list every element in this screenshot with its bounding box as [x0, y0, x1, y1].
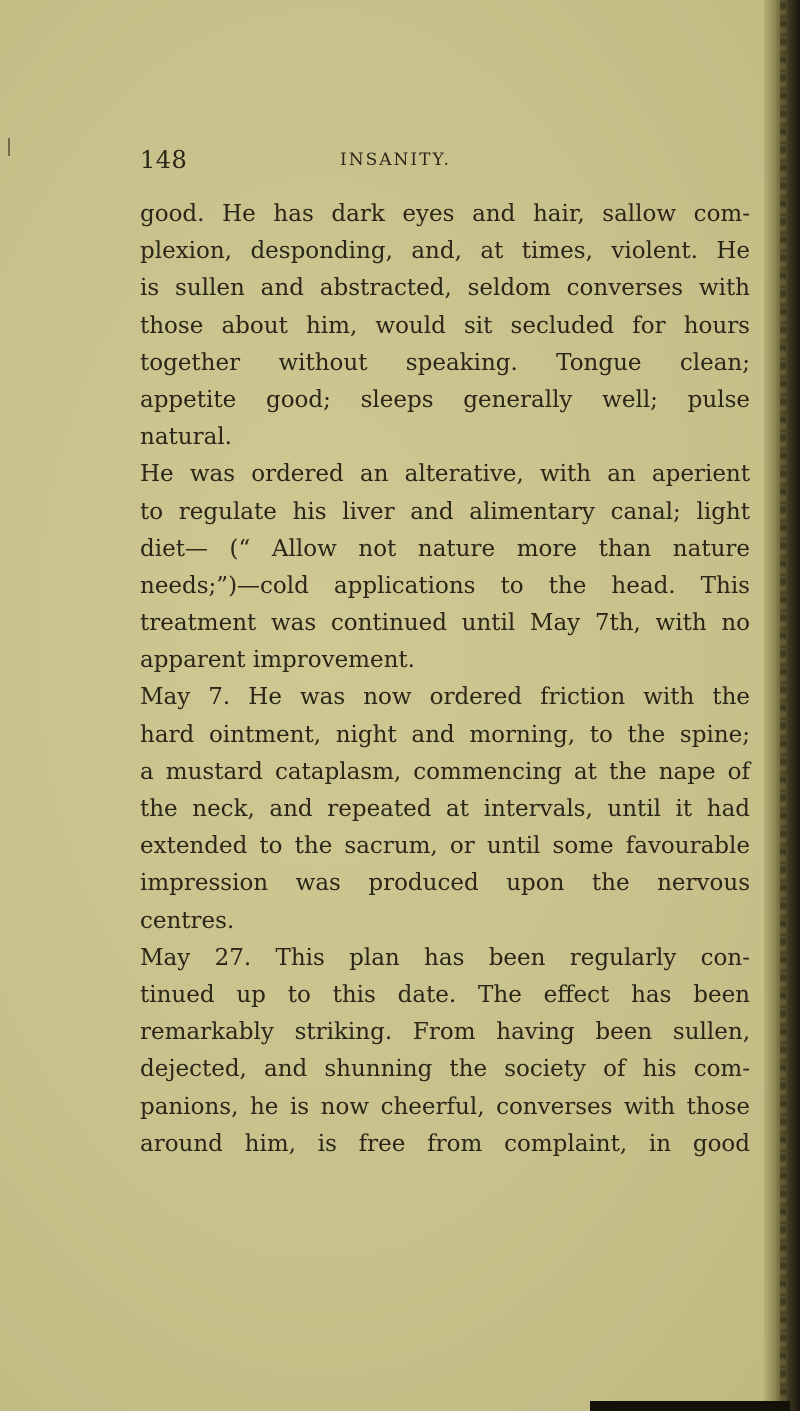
text-line: extended to the sacrum, or until some favourable — [140, 833, 750, 860]
page-number: 148 — [140, 146, 188, 174]
text-line: a mustard cataplasm, commencing at the nape of — [140, 758, 750, 785]
paragraph-start: He was ordered an alterative, with an aperient — [140, 461, 750, 488]
text-line: appetite good; sleeps generally well; pulse — [140, 386, 750, 413]
page-header — [0, 146, 800, 186]
page-bottom-shadow — [590, 1401, 790, 1411]
book-spine-edge — [764, 0, 800, 1411]
edge-texture — [780, 0, 786, 1411]
body-text — [140, 196, 750, 1163]
text-line: apparent improvement. — [140, 647, 415, 674]
paragraph-start: May 7. He was now ordered friction with the — [140, 684, 750, 711]
running-head: INSANITY. — [340, 150, 451, 170]
paragraph-start: May 27. This plan has been regularly con- — [140, 944, 750, 971]
text-line: impression was produced upon the nervous — [140, 870, 750, 897]
text-line: the neck, and repeated at intervals, until it had — [140, 796, 750, 822]
text-line: good. He has dark eyes and hair, sallow com- — [140, 201, 750, 227]
text-line: plexion, desponding, and, at times, violent. He — [140, 238, 750, 265]
text-line: tinued up to this date. The effect has been — [140, 981, 750, 1008]
text-line: dejected, and shunning the society of his com- — [140, 1056, 750, 1083]
text-line: those about him, would sit secluded for hours — [140, 312, 750, 339]
text-line: needs;”)—cold applications to the head. This — [140, 572, 750, 599]
text-line: natural. — [140, 424, 232, 451]
text-line: hard ointment, night and morning, to the spine; — [140, 721, 750, 748]
text-line: around him, is free from complaint, in good — [140, 1130, 750, 1157]
text-line: to regulate his liver and alimentary canal; light — [140, 498, 750, 525]
text-line: remarkably striking. From having been sullen, — [140, 1019, 750, 1046]
text-line: is sullen and abstracted, seldom converses with — [140, 275, 750, 302]
text-line: together without speaking. Tongue clean; — [140, 349, 750, 376]
text-line: diet— (“ Allow not nature more than nature — [140, 535, 750, 562]
text-line: centres. — [140, 907, 235, 934]
text-line: treatment was continued until May 7th, with no — [140, 610, 750, 637]
text-line: panions, he is now cheerful, converses with those — [140, 1093, 750, 1120]
